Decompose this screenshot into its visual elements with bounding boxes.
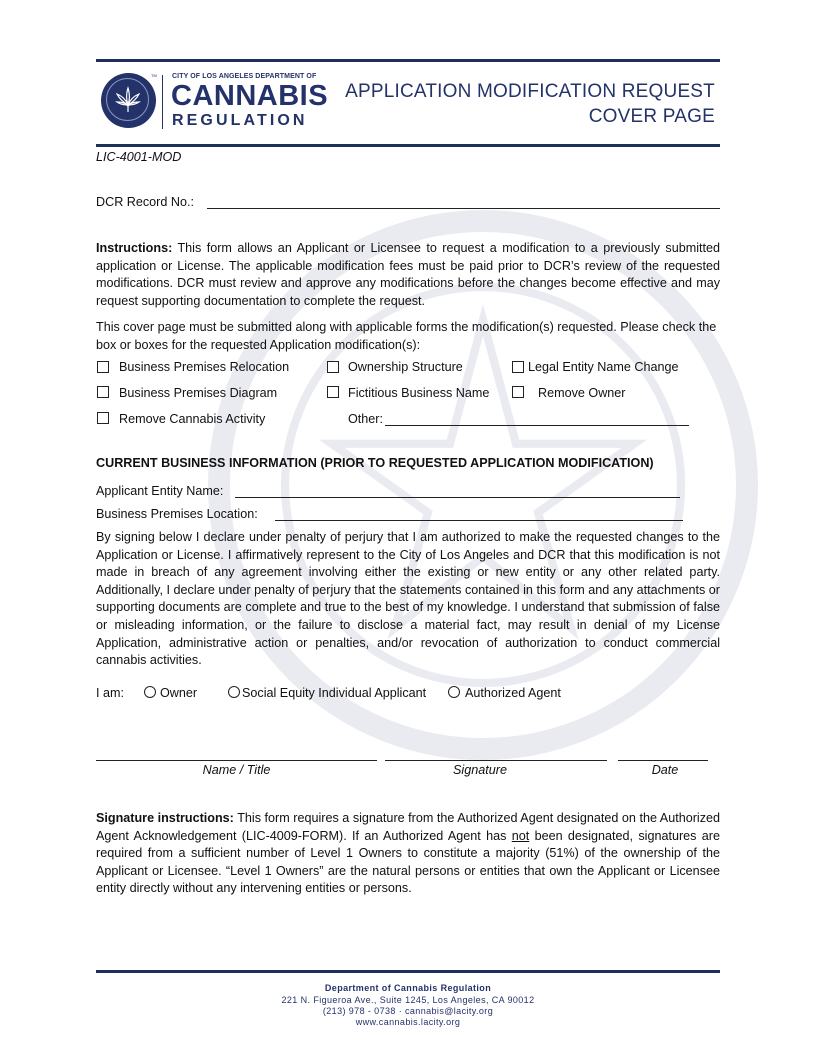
logo-cannabis-text: CANNABIS	[171, 80, 329, 112]
radio-owner[interactable]	[144, 686, 156, 698]
premises-location-label: Business Premises Location:	[96, 507, 258, 521]
instructions-text: This form allows an Applicant or Licensee to request a modification to a previously submitted application or License. The applicable modification fees must be paid prior to DCR’s review of the requested modifications. DCR must review and approve any modifications before the changes become effective and may request supporting documentation to complete the request.	[96, 241, 720, 308]
footer-website[interactable]: www.cannabis.lacity.org	[355, 1017, 461, 1027]
sig-instr-part1: This form requires a signature from the Authorized Agent designated on the Authorized Agent Acknowledgement (LIC-4009-FORM). If an Authorized Agent has	[96, 811, 721, 843]
record-number-label: DCR Record No.:	[96, 195, 194, 209]
sig-instr-part2: been designated, signatures are required from a sufficient number of Level 1 Owners to constitute a majority (51%) of the ownership of the Applicant or Licensee. “Level 1 Owners” are the natural persons or entities that own the Applicant or Licensee entity directly without any intervening entities or persons.	[96, 828, 720, 896]
footer-contact: (213) 978 - 0738 · cannabis@lacity.org	[322, 1006, 494, 1016]
checkbox-remove-owner[interactable]	[512, 386, 524, 398]
date-field[interactable]	[618, 760, 708, 761]
record-number-field[interactable]	[207, 208, 720, 209]
entity-name-label: Applicant Entity Name:	[96, 484, 224, 498]
declaration-paragraph: By signing below I declare under penalty of perjury that I am authorized to make the requested changes to the Application or License. I affirmatively represent to the City of Los Angeles and DCR that this modification is not made in breach of any agreement involving either the existing or new entity or any other related party. Additionally, I declare under penalty of perjury that the statements contained in this form and any attachments or supporting documents are complete and true to the best of my knowledge. I understand that submission of false or misleading information, or the failure to disclose a material fact, may result in denial of my License Application, administrative action or penalties, and/or revocation of authorization to conduct commercial cannabis activities.	[96, 530, 720, 668]
label-authorized-agent: Authorized Agent	[465, 686, 561, 700]
footer-rule	[96, 970, 720, 973]
instructions-paragraph	[96, 240, 720, 310]
label-legal-entity-name: Legal Entity Name Change	[528, 360, 679, 374]
footer-department: Department of Cannabis Regulation	[324, 983, 492, 993]
label-premises-relocation: Business Premises Relocation	[119, 360, 290, 374]
label-remove-activity: Remove Cannabis Activity	[119, 412, 266, 426]
radio-social-equity[interactable]	[228, 686, 240, 698]
radio-authorized-agent[interactable]	[448, 686, 460, 698]
form-id: LIC-4001-MOD	[96, 150, 182, 164]
name-title-label: Name / Title	[202, 763, 271, 777]
label-fictitious-name: Fictitious Business Name	[348, 386, 490, 400]
footer-address: 221 N. Figueroa Ave., Suite 1245, Los Angeles, CA 90012	[281, 995, 535, 1005]
name-title-field[interactable]	[96, 760, 377, 761]
logo-divider	[162, 75, 163, 129]
label-social-equity: Social Equity Individual Applicant	[242, 686, 427, 700]
signature-label: Signature	[453, 763, 507, 777]
business-info-heading: CURRENT BUSINESS INFORMATION (PRIOR TO REQUESTED APPLICATION MODIFICATION)	[96, 456, 654, 470]
sig-instr-not: not	[511, 828, 530, 843]
label-owner: Owner	[160, 686, 198, 700]
checkbox-premises-relocation[interactable]	[97, 361, 109, 373]
label-ownership-structure: Ownership Structure	[348, 360, 463, 374]
iam-label: I am:	[96, 686, 124, 700]
instructions-heading: Instructions:	[96, 241, 173, 255]
label-remove-owner: Remove Owner	[538, 386, 626, 400]
checkbox-remove-activity[interactable]	[97, 412, 109, 424]
premises-location-field[interactable]	[275, 520, 683, 521]
entity-name-field[interactable]	[235, 497, 680, 498]
date-label: Date	[651, 763, 679, 777]
other-field[interactable]	[385, 425, 689, 426]
checkbox-premises-diagram[interactable]	[97, 386, 109, 398]
cover-page-instructions: This cover page must be submitted along with applicable forms the modification(s) requested. Please check the box or boxes for the requested Application modification(s):	[96, 320, 717, 352]
label-premises-diagram: Business Premises Diagram	[119, 386, 278, 400]
signature-instructions-heading: Signature instructions:	[96, 811, 234, 825]
checkbox-legal-entity-name[interactable]	[512, 361, 524, 373]
checkbox-fictitious-name[interactable]	[327, 386, 339, 398]
header-bottom-rule	[96, 144, 720, 147]
form-title-line1: APPLICATION MODIFICATION REQUEST	[345, 81, 715, 102]
label-other: Other:	[348, 412, 383, 426]
form-title-line2: COVER PAGE	[588, 106, 715, 127]
logo-department-text: CITY OF LOS ANGELES DEPARTMENT OF	[172, 73, 317, 80]
trademark-mark: TM	[151, 73, 157, 78]
signature-instructions	[96, 810, 720, 898]
cannabis-leaf-icon	[113, 85, 143, 115]
header-top-rule	[96, 59, 720, 62]
checkbox-ownership-structure[interactable]	[327, 361, 339, 373]
signature-field[interactable]	[385, 760, 607, 761]
logo-regulation-text: REGULATION	[172, 112, 308, 129]
